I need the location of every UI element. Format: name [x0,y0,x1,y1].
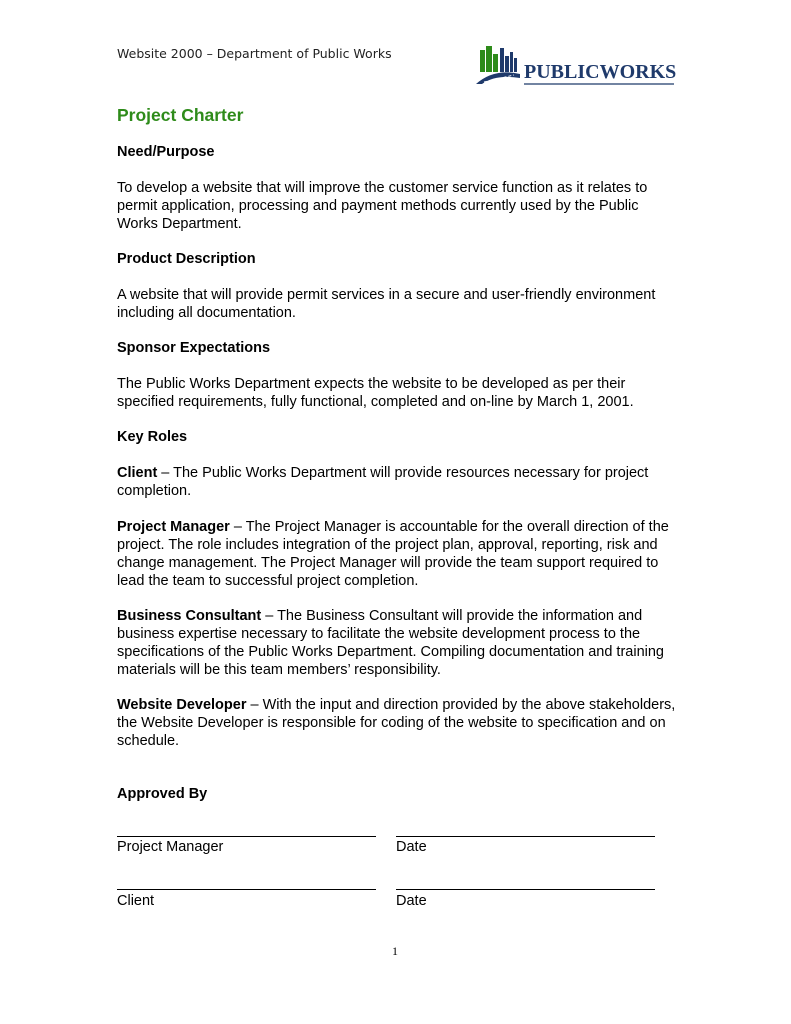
product-paragraph: A website that will provide permit services in a secure and user-friendly environment including all documentation. [117,287,656,321]
product-heading: Product Description [117,251,256,267]
approved-by-heading: Approved By [117,786,208,802]
role-client [117,464,682,500]
city-skyline-icon [476,46,520,84]
signature-label-client: Client [117,893,155,909]
roles-heading: Key Roles [117,429,188,445]
role-pm-text: – The Project Manager is accountable for the overall direction of the project. The role includes integration of the project plan, approval, reporting, risk and change management. The Project Manager will provide the team support required to lead the team to successful project completion. [117,519,669,589]
need-paragraph: To develop a website that will improve the customer service function as it relates to permit application, processing and payment methods currently used by the Public Works Department. [117,180,648,232]
role-client-label: Client [117,465,158,481]
sponsor-paragraph: The Public Works Department expects the website to be developed as per their specified requirements, fully functional, completed and on-line by March 1, 2001. [117,376,634,410]
role-website-developer [117,696,682,750]
date-line [396,836,655,837]
public-works-logo [474,44,676,88]
signature-line [117,836,376,837]
sponsor-heading: Sponsor Expectations [117,340,271,356]
role-client-text: – The Public Works Department will provide resources necessary for project completion. [117,465,649,499]
page-title: Project Charter [117,105,244,125]
role-dev-text: – With the input and direction provided by the above stakeholders, the Website Developer is responsible for coding of the website to specification and on schedule. [117,697,676,749]
role-business-consultant [117,607,682,679]
logo-text: PUBLICWORKS [524,61,676,83]
date-label: Date [396,839,427,855]
role-bc-text: – The Business Consultant will provide the information and business expertise necessary to facilitate the website development process to the specifications of the Public Works Department. Compiling documentation and training materials will be this team members’ responsibility. [117,608,664,678]
role-project-manager [117,518,682,590]
signature-line [117,889,376,890]
role-pm-label: Project Manager [117,519,230,535]
role-dev-label: Website Developer [117,697,247,713]
date-line [396,889,655,890]
page-number: 1 [392,944,398,958]
date-label: Date [396,893,427,909]
role-bc-label: Business Consultant [117,608,262,624]
need-heading: Need/Purpose [117,144,215,160]
header-text: Website 2000 – Department of Public Works [117,46,392,61]
signature-label-pm: Project Manager [117,839,224,855]
